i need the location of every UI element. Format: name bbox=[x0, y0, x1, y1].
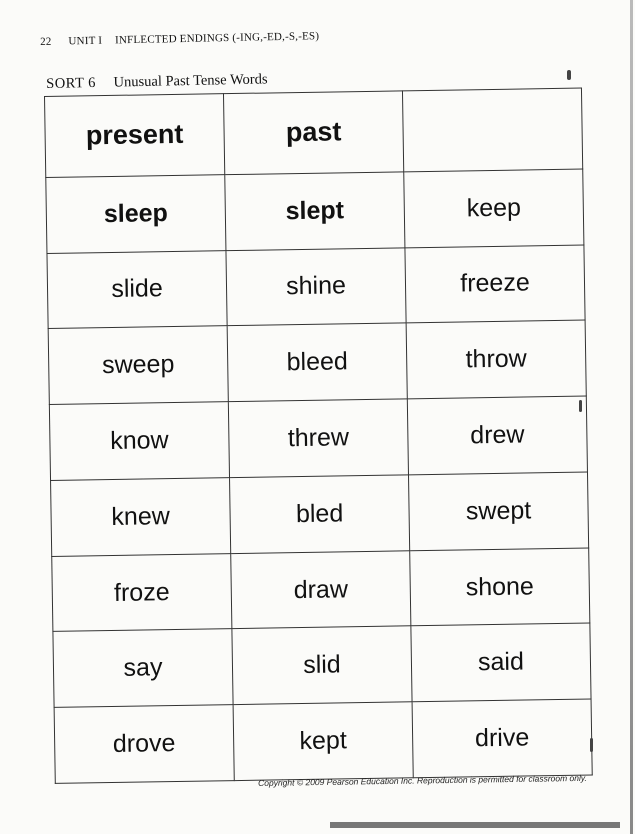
sort-title: Unusual Past Tense Words bbox=[113, 71, 268, 91]
word-card: sweep bbox=[48, 326, 228, 405]
word-table bbox=[44, 88, 593, 784]
word-card: said bbox=[411, 623, 591, 702]
word-card: throw bbox=[406, 320, 586, 399]
scan-speck bbox=[579, 400, 582, 412]
word-card: know bbox=[49, 402, 229, 481]
word-card: bled bbox=[230, 475, 410, 554]
word-card: bleed bbox=[227, 323, 407, 402]
word-card: kept bbox=[233, 702, 413, 781]
scan-bottom-shadow bbox=[330, 822, 620, 828]
word-card: slept bbox=[225, 172, 405, 251]
page-header bbox=[40, 30, 319, 48]
table-row bbox=[52, 548, 590, 632]
scan-speck bbox=[567, 70, 571, 80]
word-card: froze bbox=[52, 553, 232, 632]
word-sort-grid bbox=[44, 88, 593, 784]
word-card: drew bbox=[407, 396, 587, 475]
word-card: say bbox=[53, 629, 233, 708]
table-row bbox=[51, 472, 589, 556]
unit-label: UNIT I bbox=[68, 34, 103, 48]
word-card: slid bbox=[232, 626, 412, 705]
sort-label: SORT 6 bbox=[46, 74, 97, 92]
header-cell: past bbox=[223, 91, 403, 175]
word-card: draw bbox=[231, 550, 411, 629]
table-row bbox=[48, 320, 586, 404]
table-row bbox=[47, 245, 585, 329]
scan-edge-shadow bbox=[630, 0, 633, 834]
word-card: threw bbox=[228, 399, 408, 478]
unit-title: INFLECTED ENDINGS (-ING,-ED,-S,-ES) bbox=[114, 30, 320, 47]
word-card: drive bbox=[412, 699, 592, 778]
copyright-notice: Copyright © 2009 Pearson Education Inc. Reproduction is permitted for classroom only. bbox=[258, 772, 587, 788]
header-cell bbox=[402, 88, 582, 172]
table-row bbox=[53, 623, 591, 707]
table-row bbox=[49, 396, 587, 480]
word-card: keep bbox=[404, 169, 584, 248]
page-number: 22 bbox=[40, 35, 52, 48]
word-card: knew bbox=[51, 478, 231, 557]
header-row bbox=[45, 88, 583, 177]
word-card: slide bbox=[47, 250, 227, 329]
table-row bbox=[46, 169, 584, 253]
word-card: sleep bbox=[46, 174, 226, 253]
word-card: freeze bbox=[405, 245, 585, 324]
word-card: swept bbox=[408, 472, 588, 551]
scan-speck bbox=[590, 738, 593, 752]
table-row bbox=[54, 699, 592, 783]
sort-heading bbox=[46, 71, 268, 93]
header-cell: present bbox=[45, 94, 225, 178]
word-card: drove bbox=[54, 705, 234, 784]
word-card: shone bbox=[410, 548, 590, 627]
word-card: shine bbox=[226, 247, 406, 326]
